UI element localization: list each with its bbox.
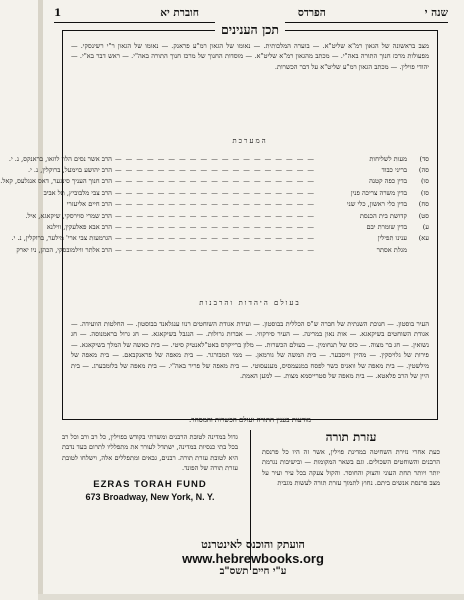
entry-author: הרב חיים אליעזרי [66, 200, 112, 209]
leader-dashes: — — — — — — — — — — — — — — — — — — — [114, 200, 315, 209]
entry-number: סט) [418, 211, 429, 220]
running-header [54, 6, 448, 20]
entry-author: הרב שמרי סוירסקי, שיקאגא, איל. [25, 211, 112, 220]
table-of-contents-box [0, 22, 438, 424]
entry-number: סח) [418, 200, 429, 209]
ezras-torah-column [262, 430, 440, 488]
toc-entry [43, 187, 429, 198]
fund-notice-column [62, 432, 238, 502]
leader-dashes: — — — — — — — — — — — — — — — — — — — [114, 245, 315, 254]
header-year: שנה י [424, 7, 448, 19]
entry-title: בריני כבוד [381, 166, 407, 175]
section-head-maarechet: המערכת [232, 137, 268, 145]
toc-entry [16, 244, 429, 255]
entry-number: סז) [420, 188, 429, 197]
toc-entry [11, 233, 429, 244]
leader-dashes: — — — — — — — — — — — — — — — — — — — [114, 177, 315, 186]
toc-entry [25, 210, 429, 221]
maarechet-list [0, 153, 429, 256]
entry-author: הרב חנוך העניך סינגער, דאס אנגלעס, קאל. [0, 177, 112, 186]
entry-author: הרב אשר נסים הלוי לוזאו, בראנקס, נ. י. [8, 154, 112, 163]
section-head-world: בעולם היהדות והרבנות [199, 299, 301, 307]
entry-author: הרב אלתר ווילמובסקי, הכהן, ניו יארק [16, 245, 112, 254]
header-page-number: 1 [54, 7, 62, 19]
entry-number: ע) [422, 223, 429, 232]
header-issue: חוברת יא [160, 7, 199, 19]
toc-closing-line: מודעות בענין התורה ועולם הכשרות והמסחר. [188, 416, 312, 424]
entry-author: הרב צבי מלבוביץ, תל אביב [43, 188, 112, 197]
toc-intro-paragraph: מצב בראשונה של הגאון רמ"א שליט"א. — בוערה המלכותית. — נאומו של הגאון רמ"ע פראנק. — נאומו של הגאון ר"י רשינסקי. — מפעולות מרכז חנוך התורה באה"י. — מכתב מהגאון רמ"א שליט"א. — מוסדות החנוך של מרכז חנוך התורה באה"י. — ראש דבר בא"י. — יהודי פוילין. — מכתב הגאון רמ"ע שליט"א על דבר הכשרות. [71, 42, 429, 71]
toc-title: תכן הענינים [215, 22, 285, 38]
entry-title: בדין כפה קטנה [369, 177, 407, 186]
leader-dashes: — — — — — — — — — — — — — — — — — — — [114, 154, 315, 163]
fund-notice-text: גדול במדינה לטובת הרבנים ומשרתי בקודש בפוילין, כל רב ורב וכל רב בכל בתי כנסיות במדינה, ישתדל לעורר את מתפלליו לתרום בעד נדבת היא לטובת עזרת תורה. רבנים, גבאים ומתפללים אלה, וישלחו לטובת עזרת תורה של הפונד. [62, 433, 238, 472]
entry-author: הרב אבא פאלעקין, ווילנא [46, 223, 112, 232]
stamp-website: www.hebrewbooks.org [182, 551, 324, 566]
fund-address-block [62, 479, 238, 502]
entry-title: קדושת בית הכנסת [359, 211, 407, 220]
fund-address: 673 Broadway, New York, N. Y. [85, 492, 215, 503]
entry-title: מגלת אסתר [376, 245, 407, 254]
ezras-torah-text: כעת אחרי נזירת השחיטה במדינת פוילין, אשר זה היו כל פרנסת הרבנים והשוחטים השכולים. וגם בשאר המקומות — ובישיבות נגרמת יותר ויותר תחת העוני והצוק והחוסר. והקול צעקה בכל עיר ועיר על מצב פרנסת אנשים ביתם. נחוץ לתמוך עזרת תורה לעשות מגבית [262, 448, 440, 487]
entry-title: ענינו תפילין [377, 234, 407, 243]
ezras-torah-title: עזרת תורה [325, 430, 377, 444]
leader-dashes: — — — — — — — — — — — — — — — — — — — [114, 234, 315, 243]
stamp-line-1: הועתק והוכנס לאינטרנט [201, 538, 305, 551]
toc-entry [66, 199, 429, 210]
stamp-line-3: ע"י חיים תשס"ב [219, 566, 287, 577]
leader-dashes: — — — — — — — — — — — — — — — — — — — [114, 166, 315, 175]
toc-entry [0, 176, 429, 187]
leader-dashes: — — — — — — — — — — — — — — — — — — — [114, 188, 315, 197]
entry-title: בדין כלי ראשון, כלי שני [346, 200, 407, 209]
entry-author: הגרמעזת צבי ארי' מילער, ברוקלין, נ. י. [11, 234, 112, 243]
entry-title: מעות לשליחות [369, 154, 407, 163]
world-news-paragraph: העיר בוסטון. — חנוכת השנתית של חברה ש"ס הכללית בבוסטון. — ועידת אגודת השוחטים רנוו ענגלאנד בבוסטון. — החלטות הוועידה. — אגודת השוחטים בשיקאגא. — אות נאון במרינה. — העיר סירקוזי. — אברות גרולות. — הנגבל בשיקאגא. — חג גרול בראמנוסה. — חג נשואין. — חג בר מצוה. — כוס של תנחומין. — בעולם הכשרות. — מלון ברייקרס באט"לאנטיק סיטי. — בית כאשה של המלך בשיקאגא. — פירות של גלויסקין. — מהיין וייסבער. — בית המשה של גורמאן. — ממי המבורגר. — בית מאפה של פראנקבאם. — בית מאפה של מילשטין. — בית מאפה של וואניס כשר לפסח במנעמסיס, מענעסוטי. — בית מאפה של פריר באה"י. — בית מאפה של בלומבערג. — בית היין של הרב פלאטא. — בית מאפה של סטרייסמא מצות. — למען האמת. [71, 320, 429, 381]
toc-entry [46, 221, 429, 232]
toc-entry [8, 153, 429, 164]
leader-dashes: — — — — — — — — — — — — — — — — — — — [114, 223, 315, 232]
header-journal: הפרדס [297, 7, 326, 19]
fund-name: EZRAS TORAH FUND [93, 479, 207, 491]
entry-number: סו) [420, 177, 429, 186]
leader-dashes: — — — — — — — — — — — — — — — — — — — [114, 211, 315, 220]
entry-number: סד) [419, 154, 429, 163]
digitization-stamp [158, 538, 348, 577]
entry-number: עא) [418, 234, 429, 243]
scan-edge-left [38, 0, 43, 600]
scan-edge-bottom [38, 594, 464, 600]
entry-title: בדין משרה צריכה פנין [350, 188, 407, 197]
toc-entry [27, 164, 429, 175]
entry-author: הרב יהושע בוימעל, ברוקלין, נ. י. [27, 166, 112, 175]
entry-title: בדין שומרת יבם [366, 223, 407, 232]
entry-number: סה) [418, 166, 429, 175]
